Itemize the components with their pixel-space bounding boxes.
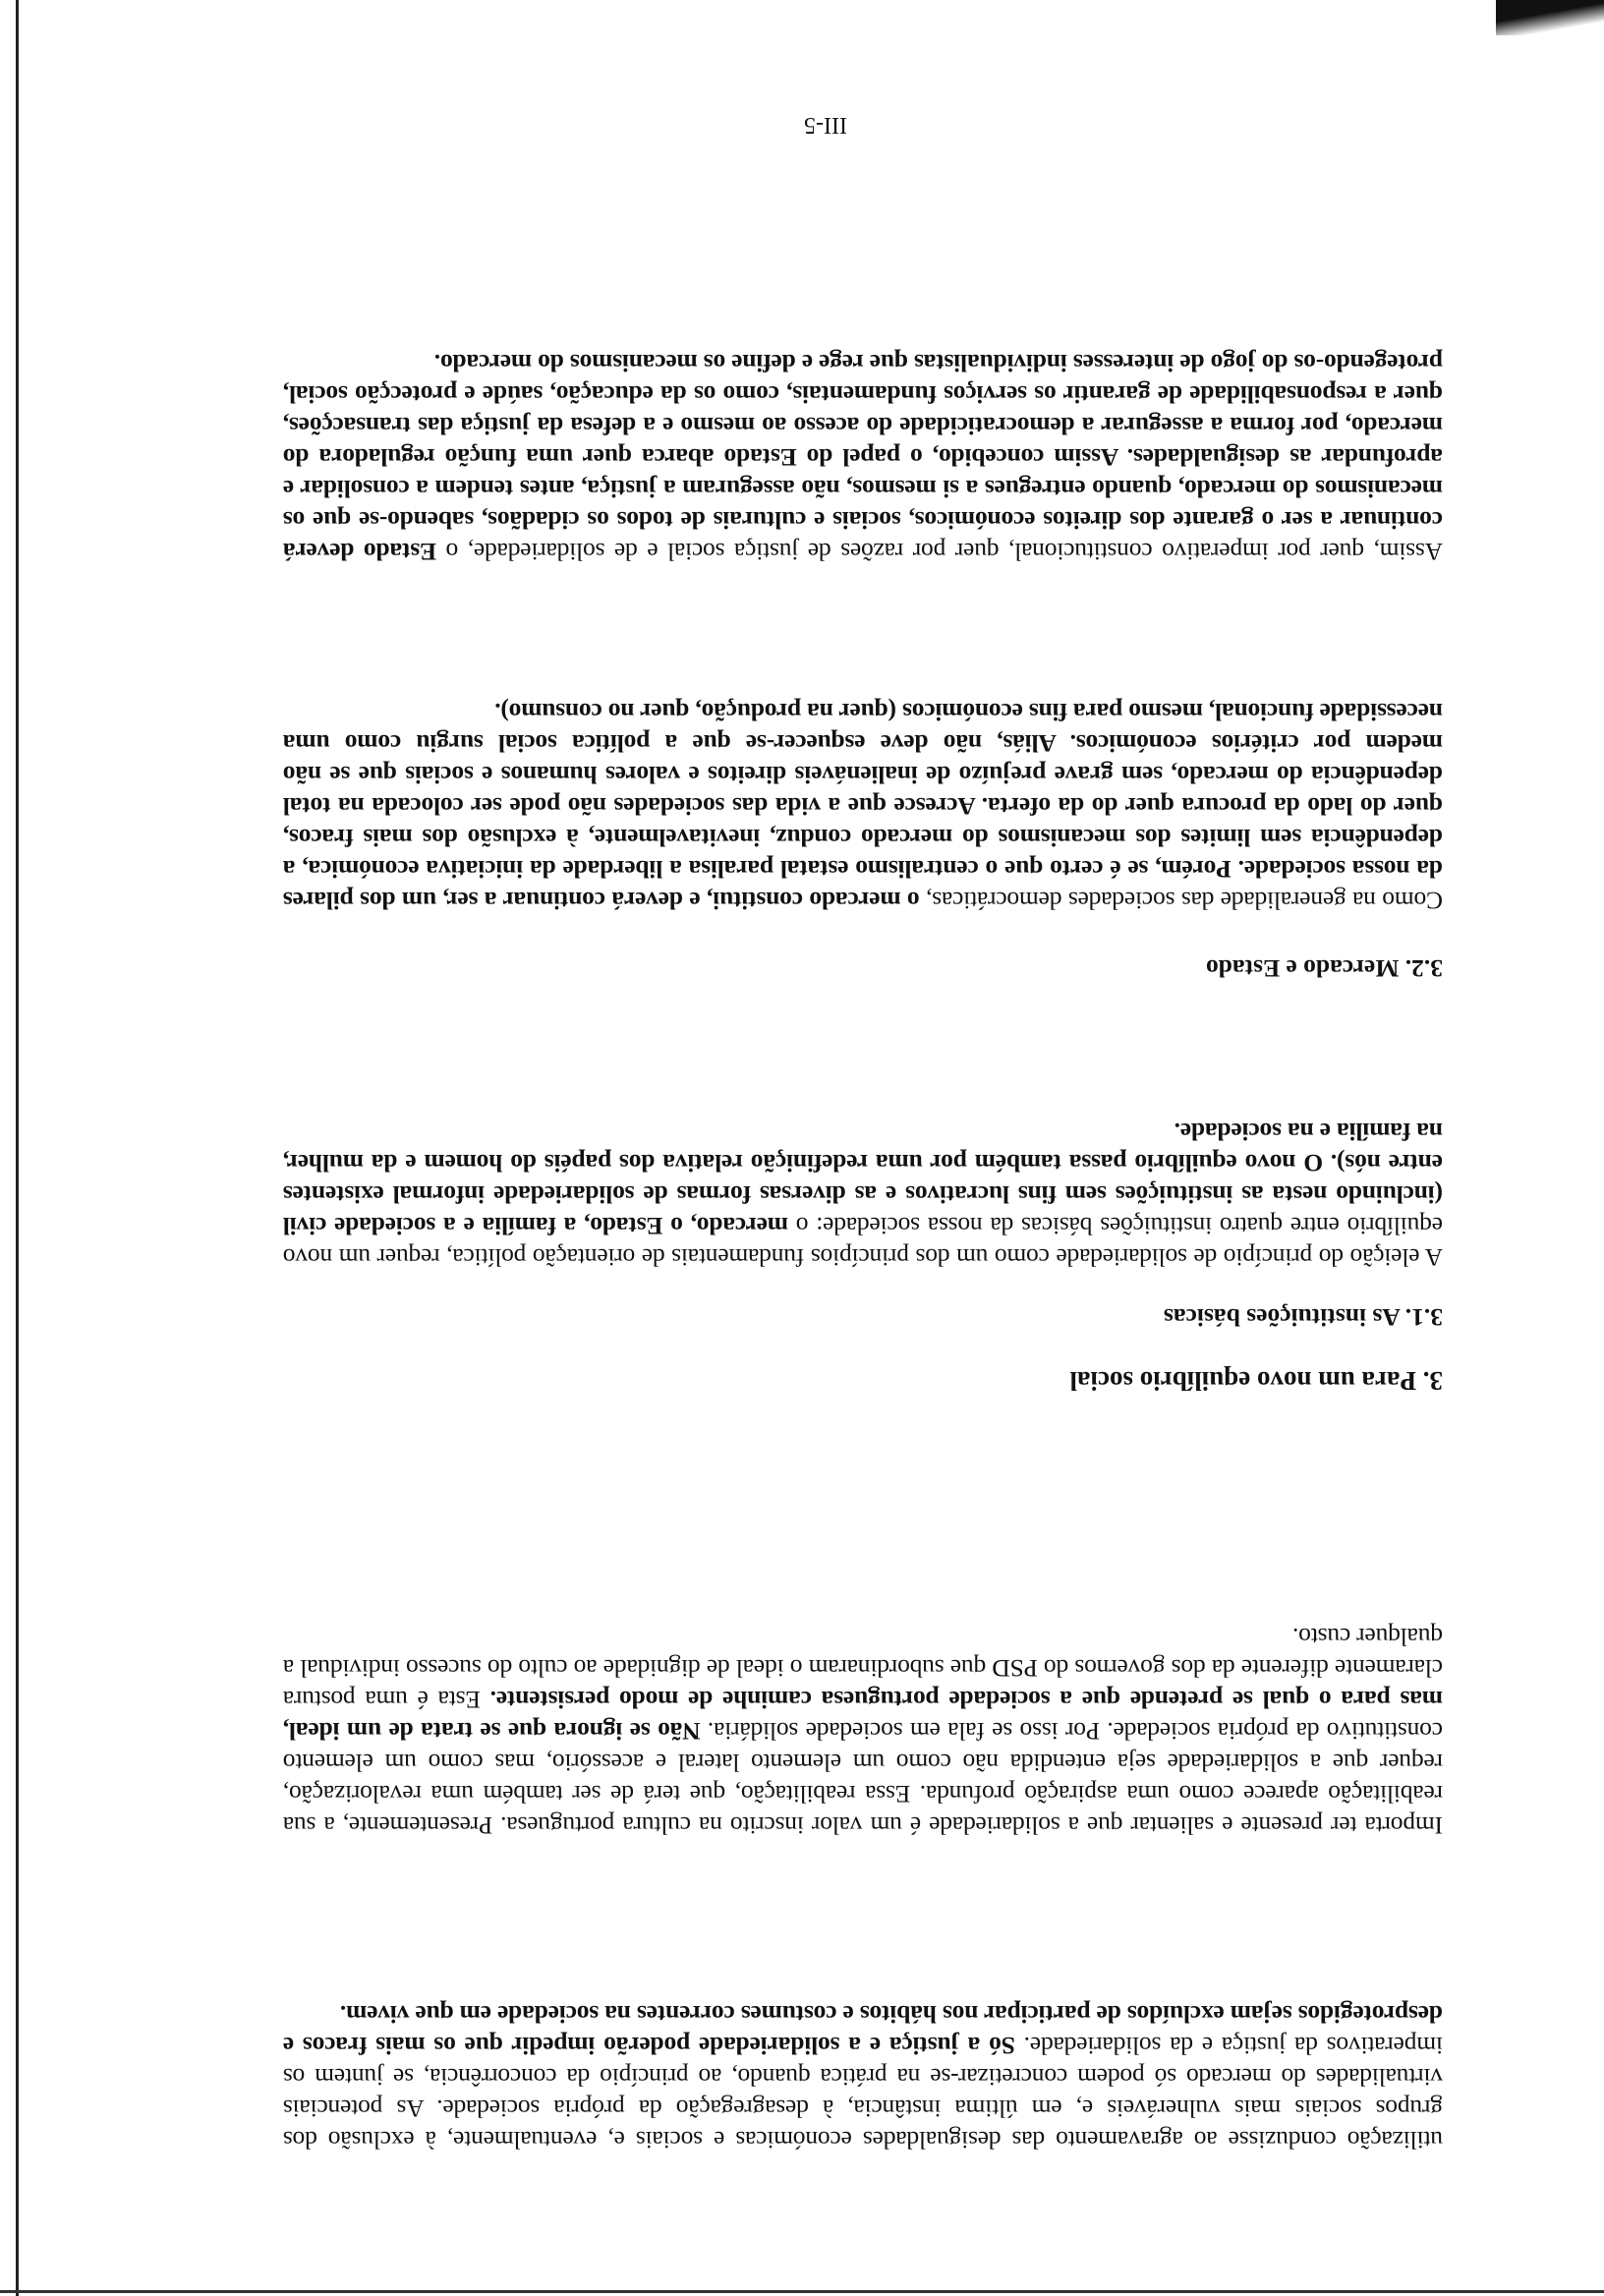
bold-text-segment: Estado deverá continuar a ser o garante dos direitos económicos, sociais e culturais de todos os cidadãos, sabendo-se que os mecanismos do mercado, quando entregues a si mesmos, não asseguram a justiça, antes tendem a consolidar e aprofundar as desigualdades. Assim concebido, o papel do Estado abarca quer uma função reguladora do mercado, por forma a assegurar a democraticidade do acesso ao mesmo e a defesa da justiça das transacções, quer a responsabilidade de garantir os serviços fundamentais, como os da educação, saúde e protecção social, protegendo-os do jogo de interesses individualistas que rege e define os mecanismos do mercado. (283, 349, 1443, 566)
section-3-2-title: 3.2. Mercado e Estado (1205, 954, 1443, 983)
paragraph-2 (283, 1621, 1443, 1841)
text-segment: A eleição do princípio de solidariedade como um dos princípios fundamentais de orientação política, requer um novo equilíbrio entre quatro instituições básicas da nossa sociedade: o (283, 1212, 1443, 1272)
text-segment: Como na generalidade das sociedades democráticas, (919, 887, 1443, 915)
paragraph-5 (283, 347, 1443, 567)
text-segment: Assim, quer por imperativo constitucional, quer por razões de justiça social e de solidariedade, o (436, 538, 1443, 566)
section-3-1-title: 3.1. As instituições básicas (1163, 1303, 1443, 1332)
bold-text-segment: Só a justiça e a solidariedade poderão impedir que os mais fracos e desprotegidos sejam excluídos de participar nos hábitos e costumes correntes na sociedade em que vivem. (283, 2000, 1443, 2060)
bold-text-segment: mercado, o Estado, a família e a sociedade civil (incluindo nesta as instituições sem fins lucrativos e as diversas formas de solidariedade informal existentes entre nós). O novo equilíbrio passa também por uma redefinição relativa dos papéis do homem e da mulher, na família e na sociedade. (283, 1118, 1443, 1240)
text-segment: Esta é uma postura claramente diferente da dos governos do PSD que subordinaram o ideal de dignidade ao culto do sucesso individual a qualquer custo. (283, 1623, 1443, 1714)
text-segment: utilização conduzisse ao agravamento das desigualdades económicas e sociais e, eventualmente, à exclusão dos grupos sociais mais vulneráveis e, em última instância, à desagregação da própria sociedade. As potenciais virtualidades do mercado só podem concretizar-se na prática quando, ao princípio da concorrência, se juntem os imperativos da justiça e da solidariedade. (283, 2032, 1443, 2154)
text-segment: Importa ter presente e salientar que a solidariedade é um valor inscrito na cultura portuguesa. Presentemente, a sua reabilitação aparece como uma aspiração profunda. Essa reabilitação, que terá de ser também uma revalorização, requer que a solidariedade seja entendida não como um elemento lateral e acessório, mas como um elemento constitutivo da própria sociedade. Por isso se fala em sociedade solidária. (283, 1717, 1443, 1840)
page-number: III-5 (804, 112, 847, 138)
paragraph-4 (283, 696, 1443, 916)
section-3-title: 3. Para um novo equilíbrio social (1069, 1366, 1443, 1396)
paragraph-3 (283, 1116, 1443, 1273)
paragraph-1 (283, 1998, 1443, 2155)
bold-text-segment: o mercado constitui, e deverá continuar a ser, um dos pilares da nossa sociedade. Porém, se é certo que o centralismo estatal paralisa a liberdade da iniciativa económica, a dependência sem limites dos mecanismos do mercado conduz, inevitavelmente, à exclusão dos mais fracos, quer do lado da procura quer do da oferta. Acresce que a vida das sociedades não pode ser colocada na total dependência do mercado, sem grave prejuízo de inalienáveis direitos e valores humanos e sociais que se não medem por critérios económicos. Aliás, não deve esquecer-se que a política social surgiu como uma necessidade funcional, mesmo para fins económicos (quer na produção, quer no consumo). (283, 698, 1443, 915)
bold-text-segment: Não se ignora que se trata de um ideal, mas para o qual se pretende que a sociedade portuguesa caminhe de modo persistente. (283, 1686, 1443, 1746)
